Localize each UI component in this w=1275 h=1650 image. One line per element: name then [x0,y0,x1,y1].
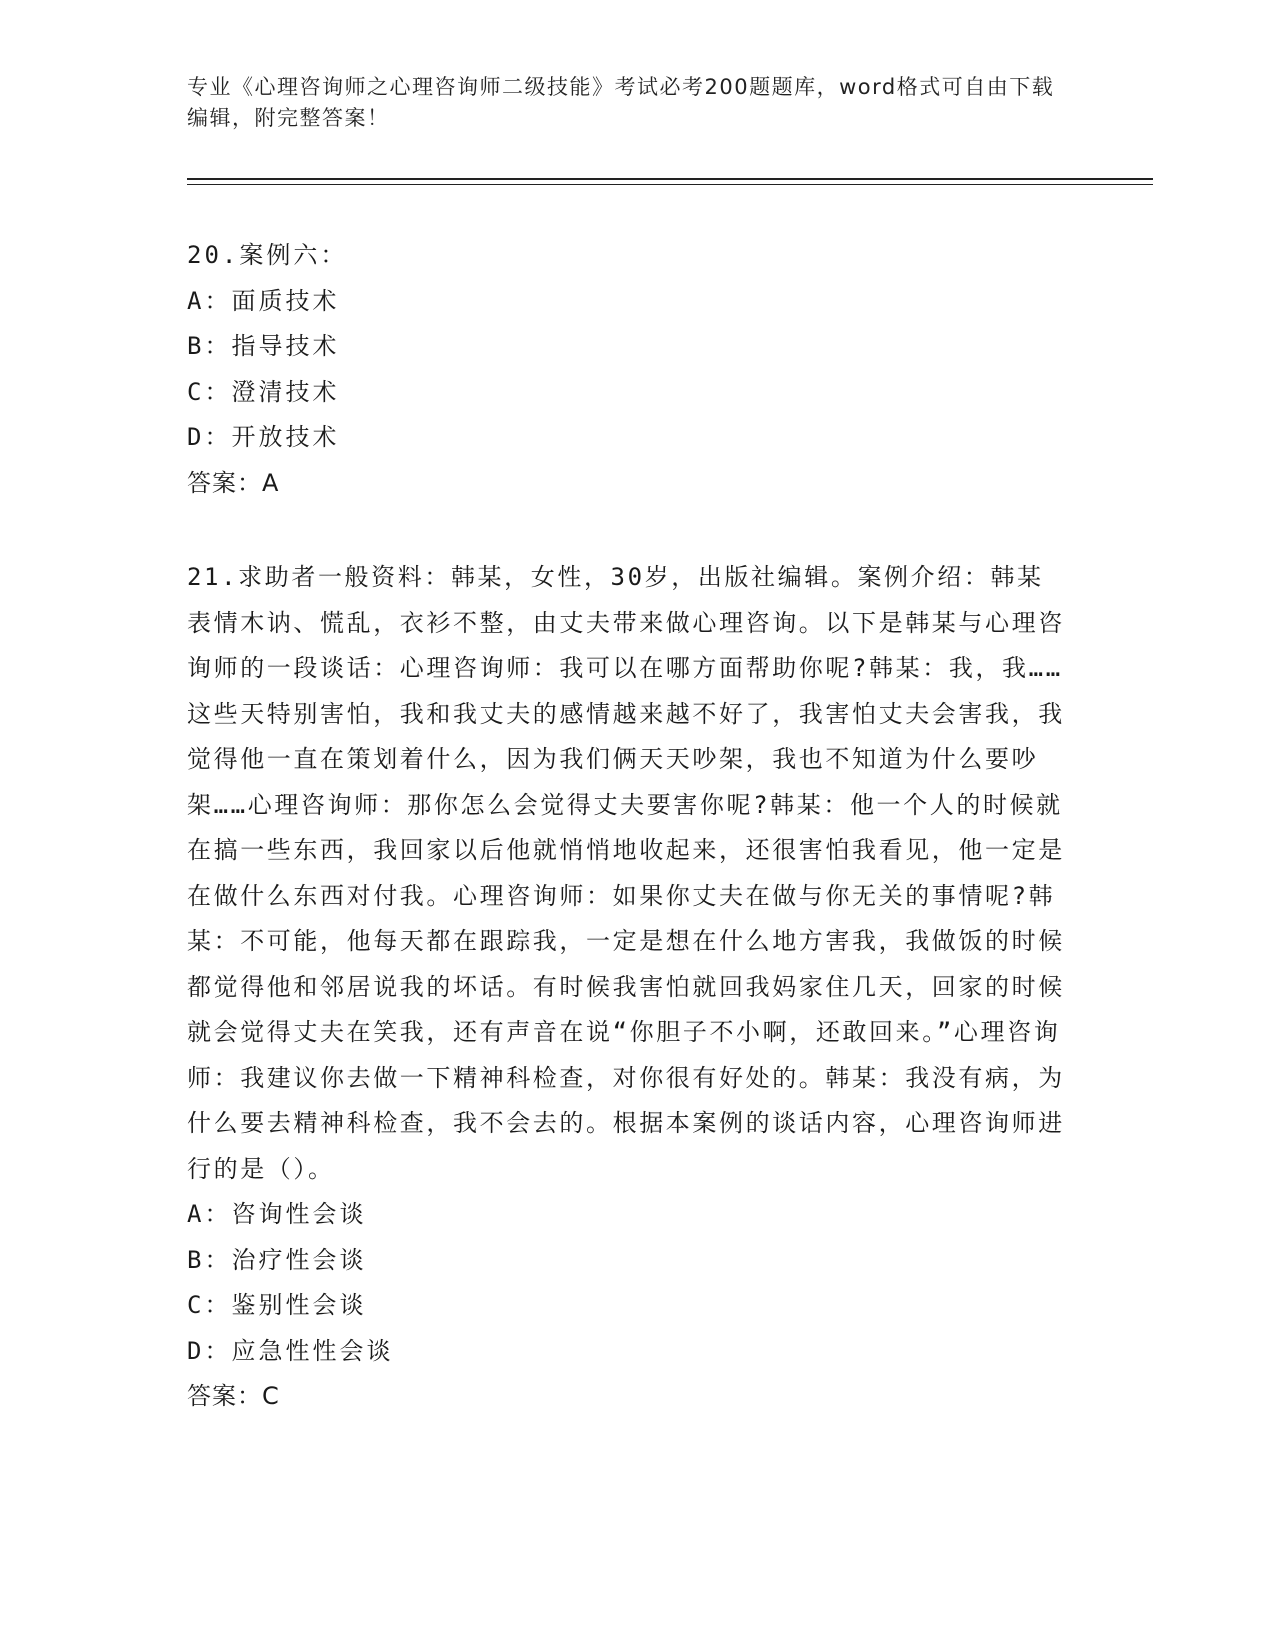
question-20 [187,233,1087,506]
document-header: 专业《心理咨询师之心理咨询师二级技能》考试必考200题题库，word格式可自由下载编辑，附完整答案！ [187,75,1055,130]
option-a: A：面质技术 [187,286,340,315]
option-c: C：鉴别性会谈 [187,1291,367,1319]
answer-line: 答案：C [187,1382,280,1410]
option-d: D：应急性性会谈 [187,1336,394,1365]
header-divider [187,178,1153,180]
question-stem: 20.案例六： [187,241,348,269]
option-b: B：指导技术 [187,332,340,360]
answer-line: 答案：A [187,468,280,497]
option-b: B：治疗性会谈 [187,1245,367,1274]
option-a: A：咨询性会谈 [187,1200,367,1228]
question-21 [187,555,1087,1420]
option-c: C：澄清技术 [187,377,340,406]
option-d: D：开放技术 [187,423,340,451]
question-stem: 21.求助者一般资料：韩某，女性，30岁，出版社编辑。案例介绍：韩某表情木讷、慌乱，衣衫不整，由丈夫带来做心理咨询。以下是韩某与心理咨询师的一段谈话：心理咨询师：我可以在哪方面帮助你呢?韩某：我，我……这些天特别害怕，我和我丈夫的感情越来越不好了，我害怕丈夫会害我，我觉得他一直在策划着什么，因为我们俩天天吵架，我也不知道为什么要吵架……心理咨询师：那你怎么会觉得丈夫要害你呢?韩某：他一个人的时候就在搞一些东西，我回家以后他就悄悄地收起来，还很害怕我看见，他一定是在做什么东西对付我。心理咨询师：如果你丈夫在做与你无关的事情呢?韩某：不可能，他每天都在跟踪我，一定是想在什么地方害我，我做饭的时候都觉得他和邻居说我的坏话。有时候我害怕就回我妈家住几天，回家的时候就会觉得丈夫在笑我，还有声音在说“你胆子不小啊，还敢回来。”心理咨询师：我建议你去做一下精神科检查，对你很有好处的。韩某：我没有病，为什么要去精神科检查，我不会去的。根据本案例的谈话内容，心理咨询师进行的是（）。 [187,563,1065,1183]
header-divider-thin [187,184,1153,185]
